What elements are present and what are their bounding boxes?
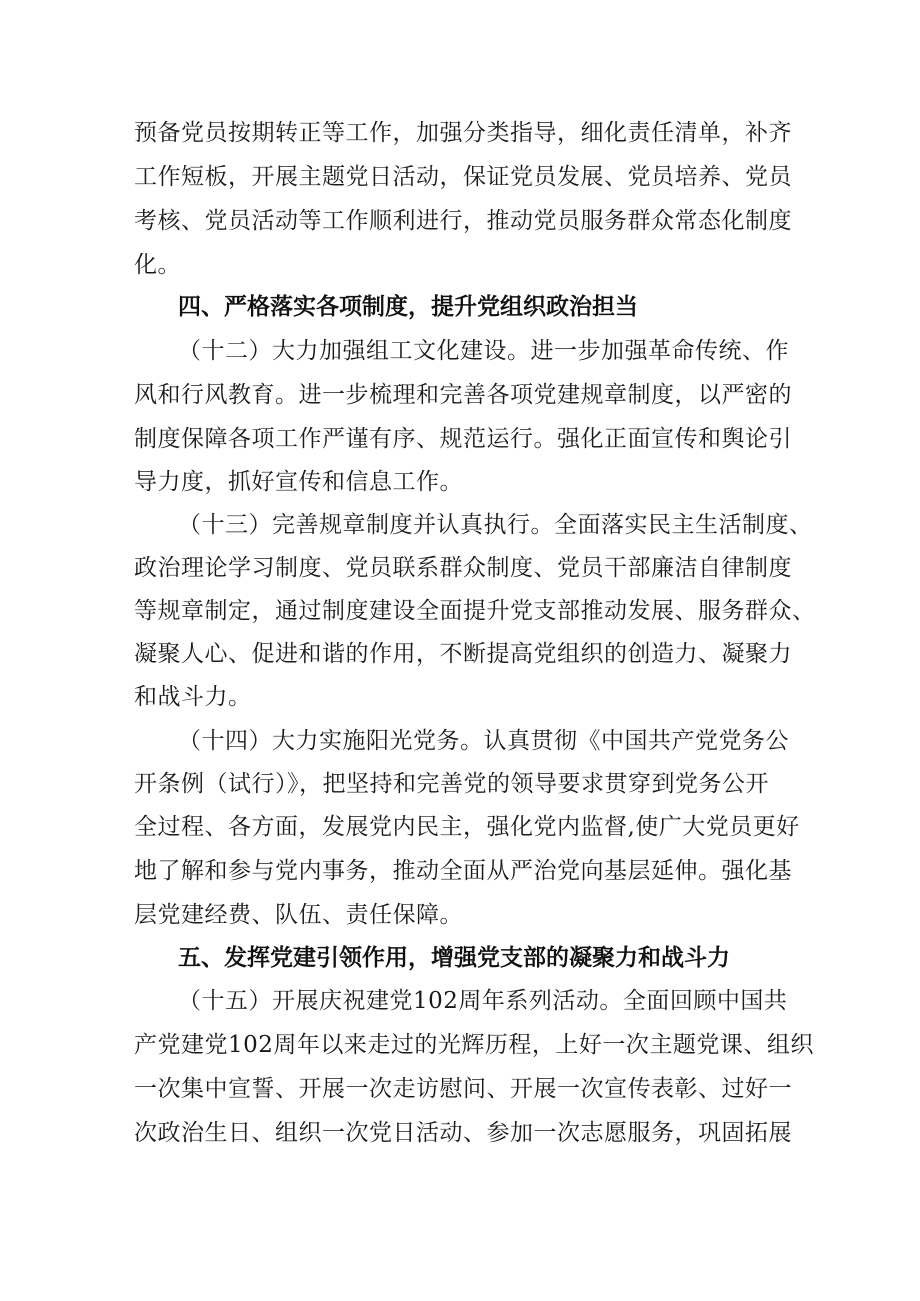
paragraph-line: 一次集中宣誓、开展一次走访慰问、开展一次宣传表彰、过好一 [134,1076,792,1102]
paragraph-line: 政治理论学习制度、党员联系群众制度、党员干部廉洁自律制度 [134,555,792,581]
paragraph-line: 导力度，抓好宣传和信息工作。 [134,469,463,495]
paragraph-line: 和战斗力。 [134,684,252,710]
paragraph-line: （十三）完善规章制度并认真执行。全面落实民主生活制度、 [178,512,813,538]
paragraph-line: （十四）大力实施阳光党务。认真贯彻《中国共产党党务公 [178,728,789,754]
paragraph-line: 考核、党员活动等工作顺利进行，推动党员服务群众常态化制度 [134,208,792,234]
section-heading: 五、发挥党建引领作用，增强党支部的凝聚力和战斗力 [178,945,730,971]
paragraph-line: 产党建党102周年以来走过的光辉历程，上好一次主题党课、组织 [134,1032,814,1058]
paragraph-line: 次政治生日、组织一次党日活动、参加一次志愿服务，巩固拓展 [134,1120,792,1146]
paragraph-line: 等规章制定，通过制度建设全面提升党支部推动发展、服务群众、 [134,598,816,624]
paragraph-line: 风和行风教育。进一步梳理和完善各项党建规章制度，以严密的 [134,382,792,408]
paragraph-line: （十五）开展庆祝建党102周年系列活动。全面回顾中国共 [178,988,788,1014]
paragraph-line: 开条例（试行）》，把坚持和完善党的领导要求贯穿到党务公开 [134,771,769,797]
paragraph-line: 化。 [134,252,181,278]
paragraph-line: 层党建经费、队伍、责任保障。 [134,902,463,928]
paragraph-line: 工作短板，开展主题党日活动，保证党员发展、党员培养、党员 [134,164,792,190]
paragraph-line: （十二）大力加强组工文化建设。进一步加强革命传统、作 [178,338,789,364]
section-heading: 四、严格落实各项制度，提升党组织政治担当 [178,294,638,320]
paragraph-line: 地了解和参与党内事务，推动全面从严治党向基层延伸。强化基 [134,858,792,884]
paragraph-line: 全过程、各方面，发展党内民主，强化党内监督,使广大党员更好 [134,814,800,840]
paragraph-line: 预备党员按期转正等工作，加强分类指导，细化责任清单，补齐 [134,120,792,146]
paragraph-line: 凝聚人心、促进和谐的作用，不断提高党组织的创造力、凝聚力 [134,641,792,667]
paragraph-line: 制度保障各项工作严谨有序、规范运行。强化正面宣传和舆论引 [134,426,792,452]
